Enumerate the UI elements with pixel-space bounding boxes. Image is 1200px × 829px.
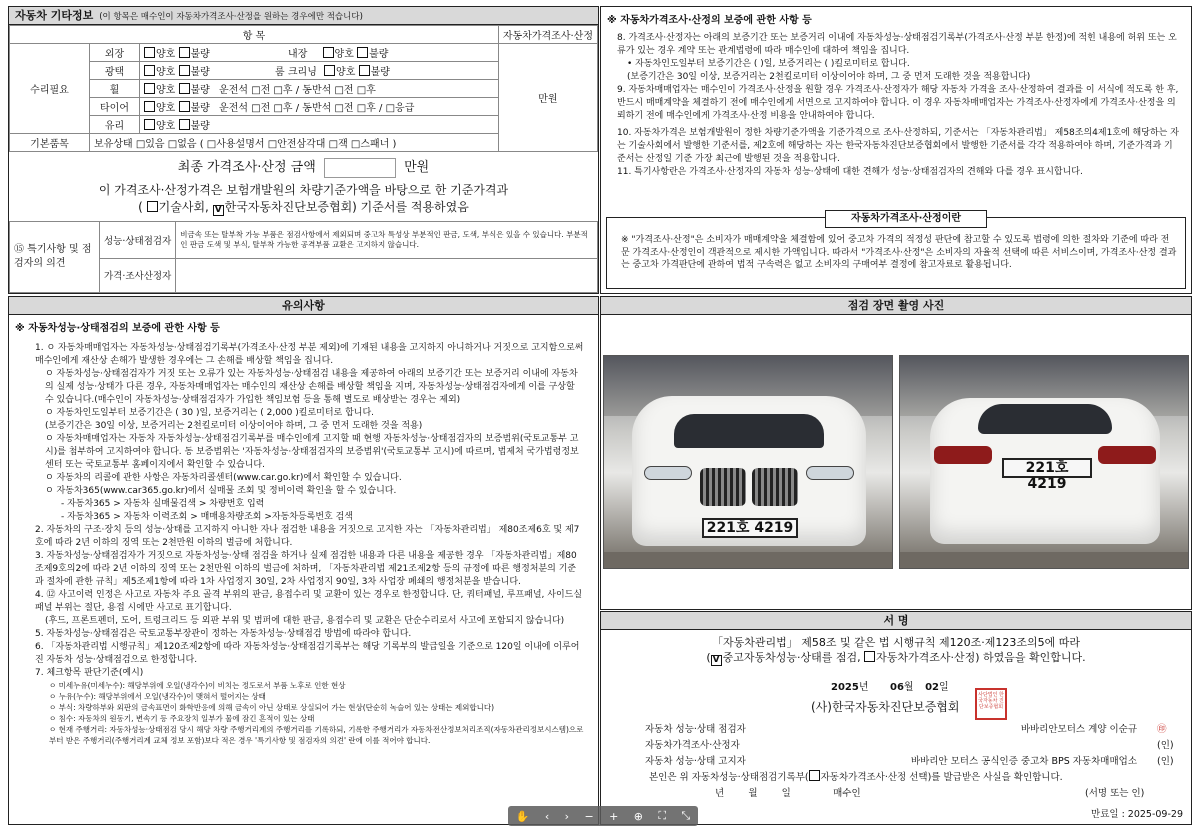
notes-title: 유의사항: [9, 297, 598, 315]
info-title-text: 자동차 기타정보: [15, 9, 94, 22]
next-page-icon[interactable]: ›: [564, 809, 570, 823]
basic-items-label: 기본품목: [10, 134, 90, 152]
checkbox[interactable]: [179, 65, 190, 76]
signature-title: 서 명: [601, 612, 1191, 630]
fullscreen-icon[interactable]: ⛶: [658, 809, 667, 822]
sign-date: 2025년 06월 02일: [831, 682, 949, 693]
sign-row-price-inspector: 자동차가격조사·산정자 (인): [645, 740, 1174, 751]
taillight-right: [1098, 446, 1156, 464]
sign-row-notifier: 자동차 성능·상태 고지자 바바리안 모터스 공식인증 중고차 BPS 자동차매매업소 (인): [645, 756, 1174, 767]
note-line: 7. 체크항목 판단기준(예시): [35, 668, 144, 678]
checkbox[interactable]: [323, 47, 334, 58]
notes-panel: [8, 296, 599, 825]
floor: [604, 552, 893, 569]
checkbox-tech-society[interactable]: [147, 201, 158, 212]
notes-list: [9, 342, 598, 746]
hand-tool-icon[interactable]: ✋: [515, 809, 530, 823]
checkbox-performance-check[interactable]: V: [711, 655, 722, 666]
final-price-input[interactable]: [324, 158, 396, 178]
repair-needed-label: 수리필요: [10, 44, 90, 134]
windshield: [674, 414, 824, 448]
checkbox[interactable]: [179, 119, 190, 130]
note-line: 1. ㅇ 자동차매매업자는 자동차성능·상태점검기록부(가격조사·산정 부분 제외)에 기재된 내용을 고지하지 아니하거나 거짓으로 고지함으로써 매수인에게 재산상 손해가 발생한 경우에는 그 손해를 배상할 책임을 집니다.: [35, 343, 584, 366]
warranty-item-10: 10. 자동차가격은 보험개발원이 정한 차량기준가액을 기준가격으로 조사·산정하되, 기준서는 「자동차관리법」 제58조의4제1호에 해당하는 자는 기술사회에서 발행한 기준서를, 제2호에 해당하는 자는 한국자동차진단보증협회에서 발행한 기준서를 각각 적용하여야 하며, 기준가격과 기준서는 산정일 기준 가장 최근에 발행된 것을 적용합니다.: [617, 128, 1179, 164]
note-line: 4. ⑫ 사고이력 인정은 사고로 자동차 주요 골격 부위의 판금, 용접수리 및 교환이 있는 경우로 한정합니다. 단, 쿼터패널, 루프패널, 사이드실패널 부위는 절단, 용접 시에만 사고로 표기합니다.: [35, 590, 583, 613]
front-license-plate: 221호 4219: [702, 518, 798, 538]
special-notes-label: ⑮ 특기사항 및 점검자의 의견: [10, 222, 100, 293]
price-definition-title: 자동차가격조사·산정이란: [825, 210, 987, 228]
row-exterior-values: 양호 불량 내장 양호 불량: [140, 44, 499, 62]
note-line: 3. 자동차성능·상태점검자가 거짓으로 자동차성능·상태 점검을 하거나 실제 점검한 내용과 다른 내용을 제공한 경우 「자동차관리법」제80조제9호의2에 따라 2년 이하의 징역 또는 2천만원 이하의 벌금에 처하며, 「자동차관리법 제21조제2항 등의 규정에 따른 행정처분의 기준과 절차에 관한 규칙」제5조제1항에 따라 1차 사업정지 30일, 2차 사업정지 90일, 3차 사업장 폐쇄의 행정처분을 받습니다.: [35, 551, 577, 587]
row-glass-label: 유리: [90, 116, 140, 134]
fit-page-icon[interactable]: ⊕: [633, 809, 643, 823]
headlight-left: [644, 466, 692, 480]
note-line: - 자동차365 > 자동차 실매물검색 > 차량번호 입력: [61, 499, 265, 509]
checkbox[interactable]: [179, 101, 190, 112]
sign-statement-line2: ( V 중고자동차성능·상태를 점검, 자동차가격조사·산정) 하였음을 확인합니다.: [706, 651, 1086, 665]
note-line: ㅇ 자동차성능·상태점검자가 거짓 또는 오류가 있는 자동차성능·상태점검 내용을 제공하여 아래의 보증기간 또는 보증거리 이내에 자동차의 실제 성능·상태가 다른 경우, 자동차매매업자는 매수인의 재산상 손해를 배상할 책임을 지며, 자동차성능·상태점검자에게 이를 구상할 수 있습니다.(매수인이 자동차성능·상태점검자가 가입한 책임보험 등을 통해 별도로 배상받는 경우는 제외): [45, 369, 578, 405]
note-line: ㅇ 자동차인도일부터 보증기간은 ( 30 )일, 보증거리는 ( 2,000 )킬로미터로 합니다.: [45, 408, 375, 418]
warranty-item-9: 9. 자동차매매업자는 매수인이 가격조사·산정을 원할 경우 가격조사·산정자가 해당 자동차 가격을 조사·산정하여 결과를 이 서식에 적도록 한 후, 반드시 매매계약을 체결하기 전에 매수인에게 서면으로 고지하여야 합니다. 이 경우 자동차매매업자는 가격조사·산정자에게 가격조사·산정을 의뢰하기 전에 매수인에게 가격조사·산정 비용을 안내하여야 합니다.: [617, 85, 1179, 121]
price-definition-box: [606, 213, 1186, 289]
shrink-icon[interactable]: ⤡: [681, 809, 691, 822]
rear-car-photo: [899, 355, 1189, 569]
note-line: 2. 자동차의 구조·장치 등의 성능·상태를 고지하지 아니한 자나 점검한 내용을 거짓으로 고지한 자는 「자동차관리법」 제80조제6호 및 제7호에 따라 2년 이하의 징역 또는 2천만원 이하의 벌금에 처합니다.: [35, 525, 580, 548]
zoom-in-icon[interactable]: +: [609, 809, 619, 823]
checkbox[interactable]: [324, 65, 335, 76]
criteria-line: ㅇ 침수: 자동차의 원동기, 변속기 등 주요장치 일부가 물에 잠긴 흔적이 있는 상태: [49, 714, 315, 723]
basis-line-1: 이 가격조사·산정가격은 보험개발원의 차량기준가액을 바탕으로 한 기준가격과: [98, 182, 509, 197]
photo-panel: [600, 296, 1192, 610]
check-criteria: [35, 680, 584, 746]
receipt-confirmation: 본인은 위 자동차성능·상태점검기록부( 자동차가격조사·산정 선택)를 발급받은 사실을 확인합니다.: [649, 772, 1063, 783]
perf-inspector-label: 성능·상태점검자: [100, 222, 176, 259]
price-definition-text: ※ "가격조사·산정"은 소비자가 매매계약을 체결함에 있어 중고차 가격의 적정성 판단에 참고할 수 있도록 법령에 의한 절차와 기준에 따라 전문 가격조사·산정인이 객관적으로 제시한 가액입니다. 따라서 "가격조사·산정"은 소비자의 자율적 선택에 따른 서비스이며, 가격조사·산정 결과는 중고차 가격판단에 관하여 법적 구속력은 없고 소비자의 구매여부 결정에 참고자료로 활용됩니다.: [621, 235, 1177, 270]
rear-license-plate: 221호 4219: [1002, 458, 1092, 478]
price-basis: [9, 182, 598, 216]
headlight-right: [806, 466, 854, 480]
warranty-period-note: (보증기간은 30일 이상, 보증거리는 2천킬로미터 이상이어야 하며, 그 중 먼저 도래한 것을 적용합니다): [627, 72, 1031, 82]
criteria-line: ㅇ 부식: 차량하부와 외판의 금속표면이 화학반응에 의해 금속이 아닌 상태로 상실되어 가는 현상(단순히 녹슬어 있는 상태는 제외합니다): [49, 703, 494, 712]
rear-window: [978, 404, 1112, 434]
criteria-line: ㅇ 현재 주행거리: 자동차성능·상태점검 당시 해당 차량 주행거리계의 주행거리를 기록하되, 기록한 주행거리가 자동차전산정보처리조직(자동차관리정보시스템)으로부터 받은 주행거리(주행거리계 교체 정보 포함)보다 적은 경우 '특기사항 및 점검자의 의견' 란에 이를 적어야 합니다.: [49, 725, 584, 745]
checkbox[interactable]: [144, 47, 155, 58]
note-line: 5. 자동차성능·상태점검은 국토교통부장관이 정하는 자동차성능·상태점검 방법에 따라야 합니다.: [35, 629, 412, 639]
checkbox-price-check[interactable]: [864, 651, 875, 662]
sign-row-inspector: 자동차 성능·상태 점검자 바바리안모터스 계양 이순규 ㊞: [645, 724, 1167, 735]
checkbox[interactable]: [359, 65, 370, 76]
checkbox[interactable]: [357, 47, 368, 58]
checkbox[interactable]: [144, 65, 155, 76]
note-line: ㅇ 자동차매매업자는 자동차 자동차성능·상태점검기록부를 매수인에게 고지할 때 현행 자동차성능·상태점검자의 보증범위(국토교통부 고시)를 첨부하여 고지하여야 합니다. 동 보증범위는 '자동차성능·상태점검자의 보증범위'(국토교통부 고시)에 따르며, 법제처 국가법령정보센터 또는 국토교통부 홈페이지에서 확인할 수 있습니다.: [45, 434, 579, 470]
row-gloss-values: 양호 불량 룸 크리닝 양호 불량: [140, 62, 499, 80]
perf-inspector-opinion: 비금속 또는 탈부착 가능 부품은 점검사항에서 제외되며 중고차 특성상 부분적인 판금, 도색, 부식은 있을 수 있습니다. 부분적인 판금 도색 및 부식, 탈부착 가능한 공격부품 교환은 고지하지 않습니다.: [176, 222, 598, 259]
checkbox[interactable]: [179, 47, 190, 58]
note-line: - 자동차365 > 자동차 이력조회 > 매매용차량조회 >자동차등록번호 검색: [61, 512, 353, 522]
price-inspector-opinion: [176, 258, 598, 293]
basis-line-2: ( 기술사회, V 한국자동차진단보증협회) 기준서를 적용하였음: [138, 199, 469, 215]
checkbox[interactable]: [144, 83, 155, 94]
prev-page-icon[interactable]: ‹: [544, 809, 550, 823]
note-line: 6. 「자동차관리법 시행규칙」제120조제2항에 따라 자동차성능·상태점검기록부는 해당 기록부의 발급일을 기준으로 120일 이내에 이루어진 자동차 성능·상태점검으로 한정합니다.: [35, 642, 580, 665]
checkbox[interactable]: [179, 83, 190, 94]
zoom-out-icon[interactable]: −: [584, 809, 594, 823]
checkbox-kaa[interactable]: V: [213, 205, 224, 216]
organization-seal: 사단법인 한국자동차 진단보증협회: [975, 688, 1007, 720]
row-tire-label: 타이어: [90, 98, 140, 116]
special-notes-table: [9, 221, 598, 293]
row-glass-values: 양호 불량: [140, 116, 499, 134]
criteria-line: ㅇ 미세누유(미세누수): 해당부위에 오일(냉각수)이 비치는 정도로서 부품 노후로 인한 현상: [49, 681, 346, 690]
checkbox[interactable]: [144, 119, 155, 130]
note-line: ㅇ 자동차의 리콜에 관한 사항은 자동차리콜센터(www.car.go.kr)에서 확인할 수 있습니다.: [45, 473, 402, 483]
note-line: (후드, 프론트펜더, 도어, 트렁크리드 등 외판 부위 및 범퍼에 대한 판금, 용접수리 및 교환은 단순수리로서 사고에 포함되지 않습니다): [45, 616, 565, 626]
info-table: [9, 25, 598, 152]
warranty-title: ※ 자동차가격조사·산정의 보증에 관한 사항 등: [607, 15, 812, 26]
expiry-date: 만료일 : 2025-09-29: [1091, 809, 1183, 820]
taillight-left: [934, 446, 992, 464]
sign-statement: [601, 635, 1191, 666]
vehicle-other-info-panel: [8, 6, 599, 294]
floor: [900, 552, 1189, 569]
checkbox[interactable]: [144, 101, 155, 112]
price-manwon: 만원: [498, 44, 597, 152]
basic-items-values: 보유상태 □있음 □없음 ( □사용설명서 □안전삼각대 □잭 □스패너 ): [90, 134, 499, 152]
row-wheel-label: 휠: [90, 80, 140, 98]
final-price-label: 최종 가격조사·산정 금액: [177, 160, 316, 175]
sign-organization: (사)한국자동차진단보증협회: [811, 700, 960, 714]
kidney-grille-right: [752, 468, 798, 506]
warranty-item-11: 11. 특기사항란은 가격조사·산정자의 자동차 성능·상태에 대한 견해가 성능·상태점검자의 견해와 다를 경우 표시합니다.: [617, 167, 1083, 177]
criteria-line: ㅇ 누유(누수): 해당부위에서 오일(냉각수)이 맺혀서 떨어지는 상태: [49, 692, 266, 701]
sign-statement-line1: 「자동차관리법」 제58조 및 같은 법 시행규칙 제120조·제123조의5에 따라: [712, 636, 1080, 649]
buyer-sign-row: 년 월 일 매수인 (서명 또는 인): [715, 788, 1145, 799]
price-inspector-label: 가격·조사산정자: [100, 258, 176, 293]
checkbox-receipt-price[interactable]: [809, 770, 820, 781]
col-item-header: 항 목: [10, 26, 499, 44]
viewer-toolbar: [508, 806, 698, 826]
vehicle-other-info-title: [9, 7, 598, 25]
col-price-header: 자동차가격조사·산정: [498, 26, 597, 44]
final-price-unit: 만원: [404, 160, 430, 175]
photo-title: 점검 장면 촬영 사진: [601, 297, 1191, 315]
signature-panel: [600, 611, 1192, 825]
note-line: (보증기간은 30일 이상, 보증거리는 2천킬로미터 이상이어야 하며, 그 중 먼저 도래한 것을 적용): [45, 421, 423, 431]
price-warranty-panel: [600, 6, 1192, 294]
row-wheel-values: 양호 불량 운전석 □전 □후 / 동반석 □전 □후: [140, 80, 499, 98]
sign-rows: [645, 722, 1185, 802]
kidney-grille-left: [700, 468, 746, 506]
notes-subtitle: ※ 자동차성능·상태점검의 보증에 관한 사항 등: [15, 323, 220, 334]
info-note: (이 항목은 매수인이 자동차가격조사·산정을 원하는 경우에만 적습니다): [99, 12, 363, 22]
row-exterior-label: 외장: [90, 44, 140, 62]
final-price-row: [9, 152, 598, 182]
warranty-period: • 자동차인도일부터 보증기간은 ( )일, 보증거리는 ( )킬로미터로 합니다.: [627, 59, 910, 69]
note-line: ㅇ 자동차365(www.car365.go.kr)에서 실매물 조회 및 정비이력 확인을 할 수 있습니다.: [45, 486, 397, 496]
row-tire-values: 양호 불량 운전석 □전 □후 / 동반석 □전 □후 / □응급: [140, 98, 499, 116]
front-car-photo: [603, 355, 893, 569]
row-gloss-label: 광택: [90, 62, 140, 80]
warranty-item-8: 8. 가격조사·산정자는 아래의 보증기간 또는 보증거리 이내에 자동차성능·상태점검기록부(가격조사·산정 부분 한정)에 적힌 내용에 허위 또는 오류가 있는 경우 계약 또는 관계법령에 따라 매수인에 대하여 책임을 집니다.: [617, 33, 1177, 56]
warranty-items: [607, 32, 1185, 179]
